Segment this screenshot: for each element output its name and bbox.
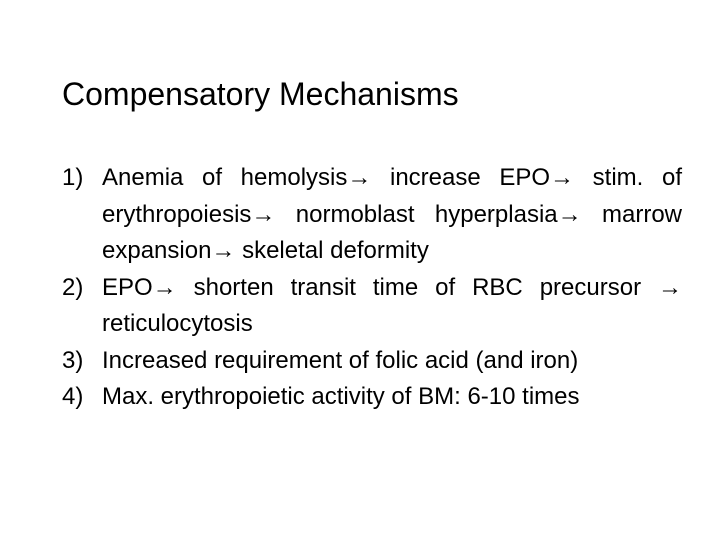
list-item-number: 4) bbox=[62, 383, 84, 410]
list-item bbox=[62, 379, 682, 416]
list-item-number: 2) bbox=[62, 273, 84, 301]
list-item bbox=[62, 270, 682, 343]
list-item bbox=[62, 343, 682, 380]
slide-title: Compensatory Mechanisms bbox=[62, 76, 459, 112]
list-item-text: Max. erythropoietic activity of BM: 6-10 times bbox=[102, 383, 580, 410]
list-item bbox=[62, 160, 682, 270]
list-item-text: Anemia of hemolysis→ increase EPO→ stim. of erythropoiesis→ normoblast hyperplasia→ marrow expansion→ skeletal deformity bbox=[102, 164, 682, 264]
list-item-number: 1) bbox=[62, 164, 84, 191]
mechanism-list bbox=[62, 160, 682, 416]
list-item-text: Increased requirement of folic acid (and iron) bbox=[102, 346, 579, 374]
list-item-text: EPO→ shorten transit time of RBC precursor → reticulocytosis bbox=[102, 273, 682, 337]
list-item-number: 3) bbox=[62, 346, 84, 374]
